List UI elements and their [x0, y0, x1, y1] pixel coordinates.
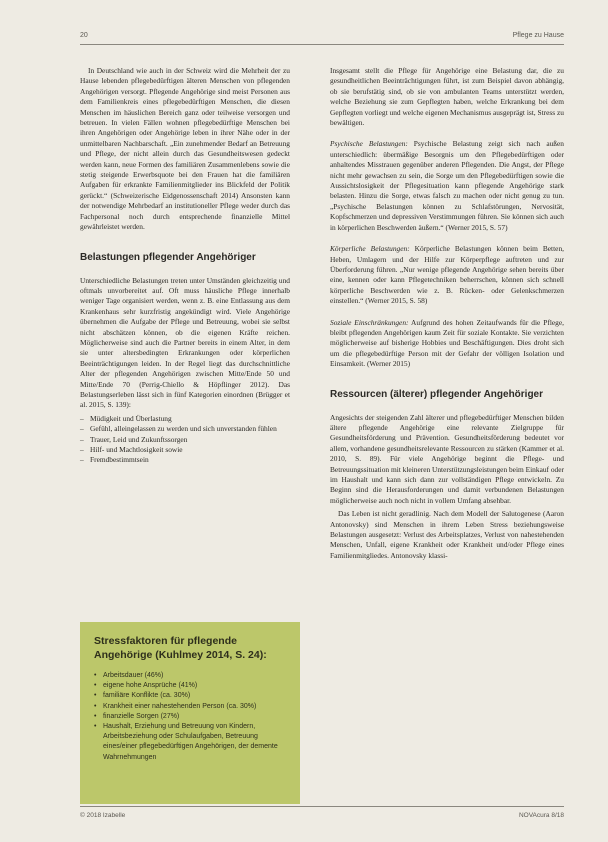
physical-paragraph: [330, 244, 564, 306]
list-item: – Trauer, Leid und Zukunftssorgen: [80, 435, 290, 445]
physical-label: Körperliche Belastungen:: [330, 244, 410, 254]
list-item: • Krankheit einer nahestehenden Person (ca. 30%): [94, 702, 292, 712]
section-heading-resources: Ressourcen (älterer) pflegender Angehöriger: [330, 388, 544, 400]
stress-box-title: Stressfaktoren für pflegende Angehörige (Kuhlmey 2014, S. 24):: [94, 635, 267, 661]
resource-paragraph: Angesichts der steigenden Zahl älterer und pflegebedürftiger Menschen bilden ältere pflegende Angehörige eine relevante Zielgruppe für Gesundheitsförderung und Prävention. Gesundheitsförderung bedeutet vor allem, vorhandene gesundheitsrelevante Ressourcen zu stärken (Kammer et al. 2010, S. 89). Für viele Angehörige beginnt die Pflege- und Betreuungssituation mit kleineren Unterstützungsleistungen beim Einkauf oder im Haushalt und kann sich dann zur vollständigen Pflege entwickeln. Zu Beginn sind die Herausforderungen und damit verbundenen Belastungen möglicherweise auch noch nicht in vollem Umfang absehbar.: [330, 412, 564, 505]
list-item: • eigene hohe Ansprüche (41%): [94, 681, 292, 691]
burden-category-list: [80, 414, 290, 466]
social-text: Aufgrund des hohen Zeitaufwands für die Pflege, bleibt pflegenden Angehörigen kaum Zeit für soziale Kontakte. Sie verzichten möglicherweise auf bisherige Hobbies und Beschäftigungen. Dies droht sich um die pflegebedürftige Person mit der Gefahr der völligen Isolation und Einsamkeit. (Werner 2015): [330, 317, 564, 369]
footer-rule: [80, 806, 564, 807]
intro-paragraph: In Deutschland wie auch in der Schweiz wird die Mehrheit der zu Hause lebenden pflegebedürftigen älteren Menschen von pflegenden Angehörigen versorgt. Pflegende Angehörige sind meist Personen aus dem Familienkreis eines pflegebedürftigen Menschen, die diesen Menschen im häuslichen Bereich ganz oder teilweise versorgen und betreuen. In vielen Fällen wohnen pflegebedürftige Menschen bei ihren Angehörigen oder Angehörige leben in ihrer Nähe oder in der unmittelbaren Nachbarschaft. „Ein zunehmender Bedarf an Betreuung und Pflege, der nicht allein durch das Gesundheitswesen gedeckt werden kann, neue Formen des familiären Zusammenlebens sowie die stetig steigende Erwerbsquote bei den Frauen hat die familiären Aufgaben für erkrankte Familienmitglieder ins Blickfeld der Politik gerückt.“ (Schweizerische Eidgenossenschaft 2014) Ansonsten kann der notwendige Mehrbedarf an institutioneller Pflege weder durch das Fachpersonal noch durch entsprechende finanzielle Mittel gewährleistet werden.: [80, 66, 290, 232]
psych-paragraph: [330, 139, 564, 233]
list-item: • familiäre Konflikte (ca. 30%): [94, 691, 292, 701]
list-item: – Hilf- und Machtlosigkeit sowie: [80, 445, 290, 455]
left-column: [80, 66, 290, 466]
footer-copyright: © 2018 Izabelle: [80, 812, 126, 819]
right-intro-paragraph: Insgesamt stellt die Pflege für Angehörige eine Belastung dar, die zu gesundheitlichen Beeinträchtigungen führt, ist zum Beispiel davon abhängig, ob sie berufstätig sind, ob sie von ambulanten Teams unterstützt werden, welche Beziehung sie zum Gepflegten haben, welche Erkrankung bei dem Gepflegten vorliegt und welche eigenen Mechanismus ausgeprägt ist, Stress zu bewältigen.: [330, 66, 564, 128]
section-heading-burdens: Belastungen pflegender Angehöriger: [80, 251, 256, 263]
list-item: • finanzielle Sorgen (27%): [94, 712, 292, 722]
psych-label: Psychische Belastungen:: [330, 139, 408, 149]
header-rule: [80, 44, 564, 45]
list-item: – Müdigkeit und Überlastung: [80, 414, 290, 424]
social-paragraph: [330, 318, 564, 370]
resource-paragraph-2: Das Leben ist nicht geradlinig. Nach dem Modell der Salutogenese (Aaron Antonovsky) sind Menschen in ihrem Leben Stress beziehungsweise Belastungen ausgesetzt: Verlust des Arbeitsplatzes, Verlust von nahestehenden Menschen, Unfall, eigene Krankheit oder Krankheit und/oder Pflege eines Familienmitgliedes. Antonovsky klassi-: [330, 509, 564, 560]
stress-factor-list: [80, 671, 300, 763]
list-item: – Fremdbestimmtsein: [80, 455, 290, 465]
physical-text: Körperliche Belastungen können beim Betten, Heben, Umlagern und der Hilfe zur Körperpflege auftreten und zur Überforderung führen. „Nur wenige pflegende Angehörige sehen bereits über eine, kennen oder kann Pflegetechniken beherrschen, können sich schnell körperliche Beschwerden wie z. B. Rücken- oder Gelenkschmerzen einstellen.“ (Werner 2015, S. 58): [330, 244, 564, 306]
social-label: Soziale Einschränkungen:: [330, 317, 409, 327]
burden-paragraph: Unterschiedliche Belastungen treten unter Umständen gleichzeitig und oftmals unvorbereitet auf. Oft muss häusliche Pflege innerhalb weniger Tage organisiert werden, wenn z. B. eine Entlassung aus dem Krankenhaus sehr kurzfristig angekündigt wird. Viele Angehörige übernehmen die Aufgabe der Pflege und Betreuung, wobei sie selbst nicht abschätzen können, ob die eigenen Kräfte reichen. Möglicherweise sind auch die Partner bereits in einem Alter, in dem sie unter altersbedingten Erkrankungen oder körperlichen Beeinträchtigungen leiden. In der Regel liegt das durchschnittliche Alter der pflegenden Angehörigen zwischen Mitte/Ende 50 und Mitte/Ende 70 (Perrig-Chiello & Höpflinger 2012). Das Belastungserleben lässt sich in fünf Kategorien einordnen (Brügger et al. 2015, S. 139):: [80, 275, 290, 410]
list-item: – Gefühl, alleingelassen zu werden und sich unverstanden fühlen: [80, 424, 290, 434]
running-header: Pflege zu Hause: [512, 32, 564, 39]
list-item: • Haushalt, Erziehung und Betreuung von Kindern, Arbeitsbeziehung oder Schulaufgaben, Betreuung eines/einer pflegebedürftigen Angehörigen, der demente Wahrnehmungen: [94, 722, 292, 763]
footer-publication: NOVAcura 8/18: [518, 812, 564, 819]
right-column: [330, 66, 564, 564]
list-item: • Arbeitsdauer (46%): [94, 671, 292, 681]
stress-factors-box: [80, 622, 300, 804]
psych-text: Psychische Belastung zeigt sich nach außen unterschiedlich: übermäßige Besorgnis um den Pflegebedürftigen oder anhaltendes Misstrauen gegenüber anderen Pflegenden. Die Angst, der Pflege nicht mehr gewachsen zu sein, die Sorge um den Pflegebedürftigen sowie die Aussichtslosigkeit der Pflegesituation kann pflegende Angehörige stark belasten. Hinzu die Sorge, etwas falsch zu machen oder nicht genug zu tun. „Psychische Belastungen können zu Schlafstörungen, Nervosität, Kopfschmerzen und depressiven Verstimmungen führen. Sie können sich auch in körperlichen Beschwerden äußern.“ (Werner 2015, S. 57): [330, 139, 564, 232]
page-number: 20: [80, 32, 88, 39]
